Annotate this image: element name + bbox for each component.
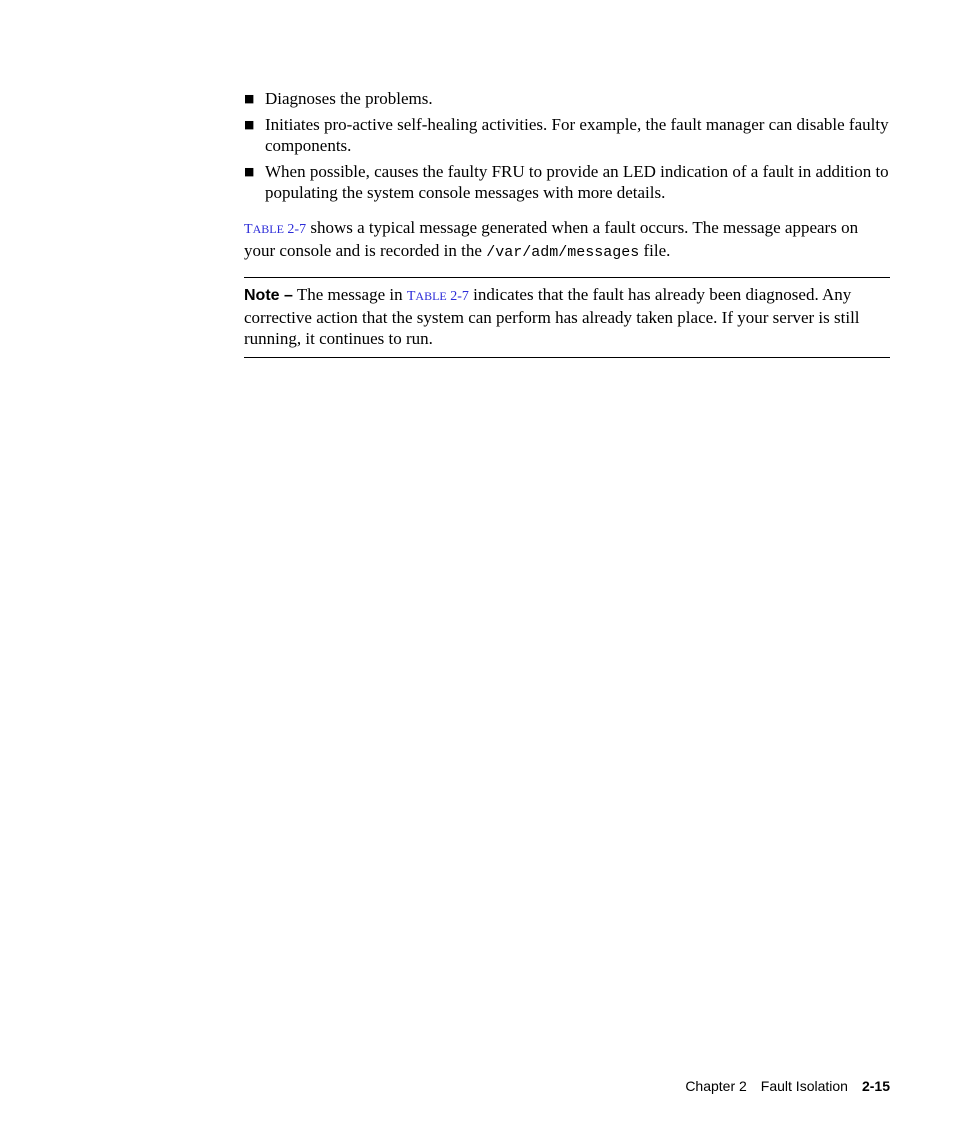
page-content: [244, 88, 890, 358]
square-bullet-icon: ■: [244, 92, 255, 105]
body-paragraph: [244, 217, 890, 263]
list-item-text: Initiates pro-active self-healing activities. For example, the fault manager can disable faulty components.: [265, 115, 889, 155]
list-item: [244, 161, 890, 203]
note-text-end: indicates that the fault has already been diagnosed. Any corrective action that the system can perform has already taken place. If your server is still running, it continues to run.: [244, 285, 860, 348]
note-text: The message in: [292, 285, 407, 304]
square-bullet-icon: ■: [244, 165, 255, 178]
list-item-text: Diagnoses the problems.: [265, 89, 433, 108]
page-footer: [685, 1078, 890, 1094]
table-2-7-link[interactable]: TABLE 2-7: [406, 289, 469, 304]
table-2-7-link[interactable]: TABLE 2-7: [244, 222, 307, 237]
messages-file-path: /var/adm/messages: [486, 244, 640, 261]
list-item: [244, 114, 890, 156]
bullet-list: [244, 88, 890, 203]
note-box: [244, 277, 890, 358]
footer-chapter: Chapter 2: [685, 1078, 747, 1094]
paragraph-text: shows a typical message generated when a fault occurs. The message appears on your console and is recorded in the: [244, 218, 859, 260]
note-label: Note –: [244, 287, 293, 304]
page-number: 2-15: [861, 1078, 890, 1094]
paragraph-text-end: file.: [639, 241, 671, 260]
footer-section: Fault Isolation: [760, 1078, 848, 1094]
list-item: [244, 88, 890, 109]
list-item-text: When possible, causes the faulty FRU to provide an LED indication of a fault in addition to populating the system console messages with more details.: [265, 162, 889, 202]
square-bullet-icon: ■: [244, 118, 255, 131]
